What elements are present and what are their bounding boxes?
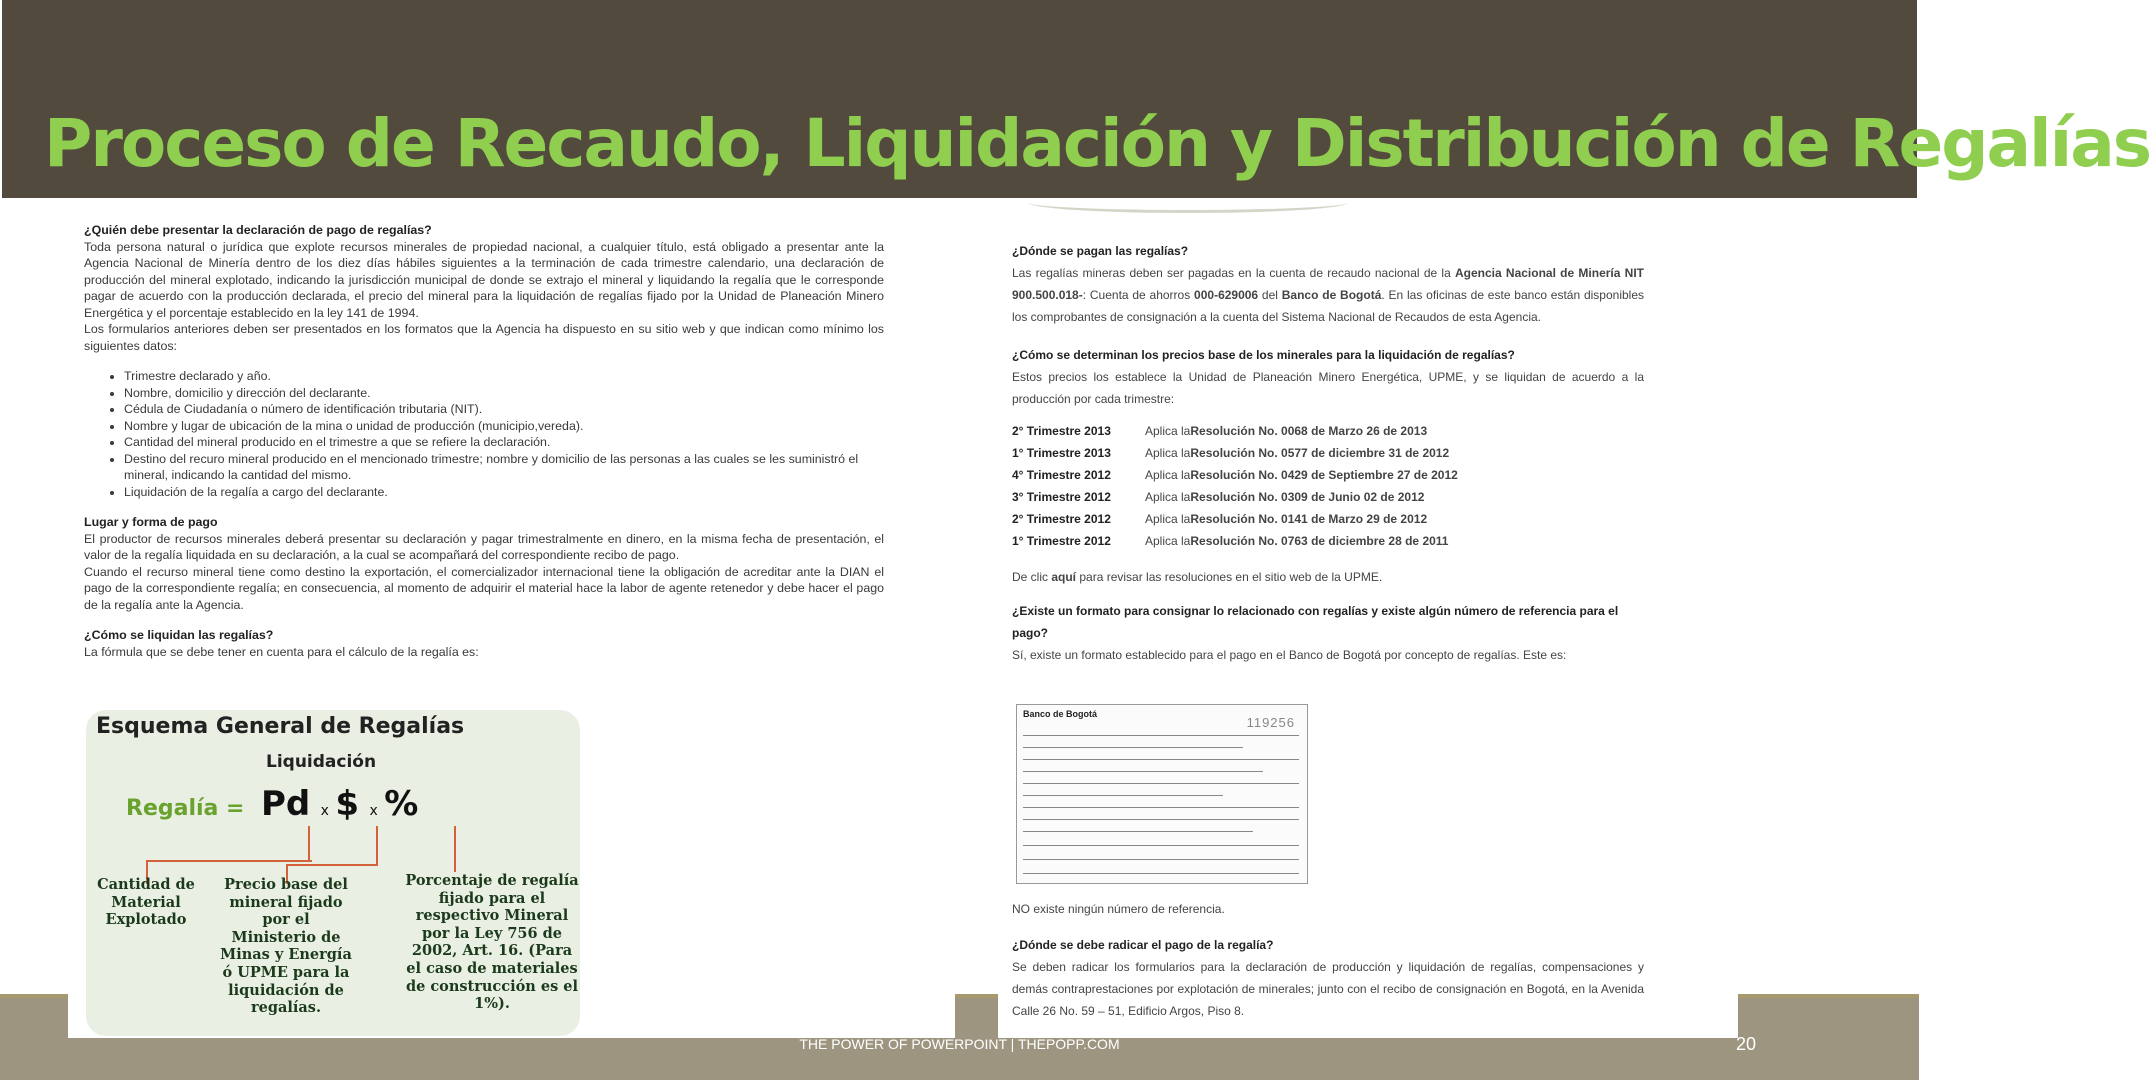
bank-logo: Banco de Bogotá (1023, 709, 1098, 719)
list-item: • Cantidad del mineral producido en el trimestre a que se refiere la declaración. (124, 434, 884, 451)
question-where-paid: ¿Dónde se pagan las regalías? (1012, 244, 1189, 258)
payment-form-image (1016, 704, 1308, 884)
list-item: • Liquidación de la regalía a cargo del declarante. (124, 484, 884, 501)
formula-percent: % (384, 784, 419, 824)
paragraph: Las regalías mineras deben ser pagadas en la cuenta de recaudo nacional de la Agencia Nacional de Minería NIT 900.500.018-: Cuenta de ahorros 000-629006 del Banco de Bogotá. En las oficinas de este banco están disponibles los comprobantes de consignación a la cuenta del Sistema Nacional de Recaudos de esta Agencia. (1012, 266, 1645, 324)
list-item: • Nombre, domicilio y dirección del declarante. (124, 385, 884, 402)
formula-price: $ (335, 784, 360, 824)
list-item: • Trimestre declarado y año. (124, 368, 884, 385)
right-text-block (1012, 240, 1644, 666)
left-text-block (84, 222, 884, 660)
question-how-liquidated: ¿Cómo se liquidan las regalías? (84, 628, 274, 642)
percentage-explanation: Porcentaje de regalía fijado para el respectivo Mineral por la Ley 756 de 2002, Art. 16. (Para el caso de materiales de construcción es el 1%). (405, 872, 579, 1013)
paragraph: El productor de recursos minerales deberá presentar su declaración y pagar trimestralmente en dinero, en la misma fecha de presentación, el valor de la regalía liquidada en su declaración, a la cual se acompañará del correspondiente recibo de pago. (84, 531, 884, 562)
paragraph: Los formularios anteriores deben ser presentados en los formatos que la Agencia ha dispuesto en su sitio web y que indican como mínimo los siguientes datos: (84, 322, 884, 353)
form-number: 119256 (1246, 715, 1295, 730)
upme-link-paragraph: De clic aquí para revisar las resoluciones en el sitio web de la UPME. (1012, 570, 1383, 584)
question-where-file: ¿Dónde se debe radicar el pago de la regalía? (1012, 938, 1274, 952)
list-item: 2° Trimestre 2012 Aplica la Resolución No. 0141 de Marzo 29 de 2012 (1012, 512, 1428, 526)
list-item: • Cédula de Ciudadanía o número de identificación tributaria (NIT). (124, 401, 884, 418)
heading-place-payment: Lugar y forma de pago (84, 515, 218, 529)
right-document (998, 198, 1738, 1038)
scheme-title: Esquema General de Regalías (96, 714, 465, 739)
formula-multiply: x (369, 803, 378, 819)
upme-link[interactable]: aquí (1051, 570, 1077, 584)
scheme-subtitle: Liquidación (266, 752, 377, 772)
question-format: ¿Existe un formato para consignar lo relacionado con regalías y existe algún número de referencia para el pago? (1012, 604, 1619, 640)
required-data-list (84, 368, 884, 500)
formula-multiply: x (320, 803, 329, 819)
royalty-formula (126, 784, 418, 824)
quantity-explanation: Cantidad de Material Explotado (97, 876, 195, 929)
paragraph: NO existe ningún número de referencia. (1012, 902, 1225, 916)
resolutions-list (1012, 420, 1644, 552)
connector (286, 826, 378, 866)
question-who-declares: ¿Quién debe presentar la declaración de pago de regalías? (84, 223, 432, 237)
formula-pd: Pd (260, 784, 311, 824)
question-base-prices: ¿Cómo se determinan los precios base de los minerales para la liquidación de regalías? (1012, 348, 1515, 362)
list-item: • Destino del recuro mineral producido en el mencionado trimestre; nombre y domicilio de las personas a las cuales se les suministró el mineral, indicando la cantidad del mismo. (124, 451, 884, 484)
list-item: • Nombre y lugar de ubicación de la mina o unidad de producción (municipio,vereda). (124, 418, 884, 435)
paragraph: La fórmula que se debe tener en cuenta para el cálculo de la regalía es: (84, 644, 479, 659)
paragraph: Toda persona natural o jurídica que explote recursos minerales de propiedad nacional, a cualquier título, está obligado a presentar ante la Agencia Nacional de Minería dentro de los diez días hábiles siguientes a la terminación de cada trimestre calendario, una declaración de producción del mineral explotado, indicando la jurisdicción municipal de donde se extrajo el mineral y liquidando la regalía que le corresponde pagar de acuerdo con la producción declarada, el precio del mineral para la liquidación de regalías fijado por la Unidad de Planeación Minero Energética y el porcentaje establecido en la ley 141 de 1994. (84, 239, 884, 320)
page-number: 20 (1736, 1034, 1757, 1054)
list-item: 1° Trimestre 2013 Aplica la Resolución No. 0577 de diciembre 31 de 2012 (1012, 446, 1450, 460)
list-item: 2° Trimestre 2013 Aplica la Resolución No. 0068 de Marzo 26 de 2013 (1012, 424, 1428, 438)
formula-label: Regalía = (126, 796, 245, 821)
paragraph: Estos precios los establece la Unidad de Planeación Minero Energética, UPME, y se liquidan de acuerdo a la producción por cada trimestre: (1012, 370, 1644, 406)
footer-text: THE POWER OF POWERPOINT | THEPOPP.COM (799, 1036, 1120, 1052)
paragraph: Cuando el recurso mineral tiene como destino la exportación, el comercializador internacional tiene la obligación de acreditar ante la DIAN el pago de la correspondiente regalía; en consecuencia, al momento de adquirir el material hace la labor de agente retenedor y debe hacer el pago de la regalía ante la Agencia. (84, 564, 884, 612)
page-edge (1028, 192, 1348, 213)
paragraph: Se deben radicar los formularios para la declaración de producción y liquidación de regalías, compensaciones y demás contraprestaciones por explotación de minerales; junto con el recibo de consignación en Bogotá, en la Avenida Calle 26 No. 59 – 51, Edificio Argos, Piso 8. (1012, 960, 1644, 1018)
list-item: 3° Trimestre 2012 Aplica la Resolución No. 0309 de Junio 02 de 2012 (1012, 490, 1425, 504)
list-item: 4° Trimestre 2012 Aplica la Resolución No. 0429 de Septiembre 27 de 2012 (1012, 468, 1458, 482)
paragraph: Sí, existe un formato establecido para el pago en el Banco de Bogotá por concepto de regalías. Este es: (1012, 648, 1567, 662)
list-item: 1° Trimestre 2012 Aplica la Resolución No. 0763 de diciembre 28 de 2011 (1012, 534, 1449, 548)
right-text-block-2 (1012, 898, 1644, 1022)
royalty-scheme-diagram (86, 710, 580, 1036)
slide-title: Proceso de Recaudo, Liquidación y Distribución de Regalías (44, 105, 2150, 182)
connector (454, 826, 456, 872)
price-explanation: Precio base del mineral fijado por el Ministerio de Minas y Energía ó UPME para la liquidación de regalías. (220, 876, 352, 1017)
